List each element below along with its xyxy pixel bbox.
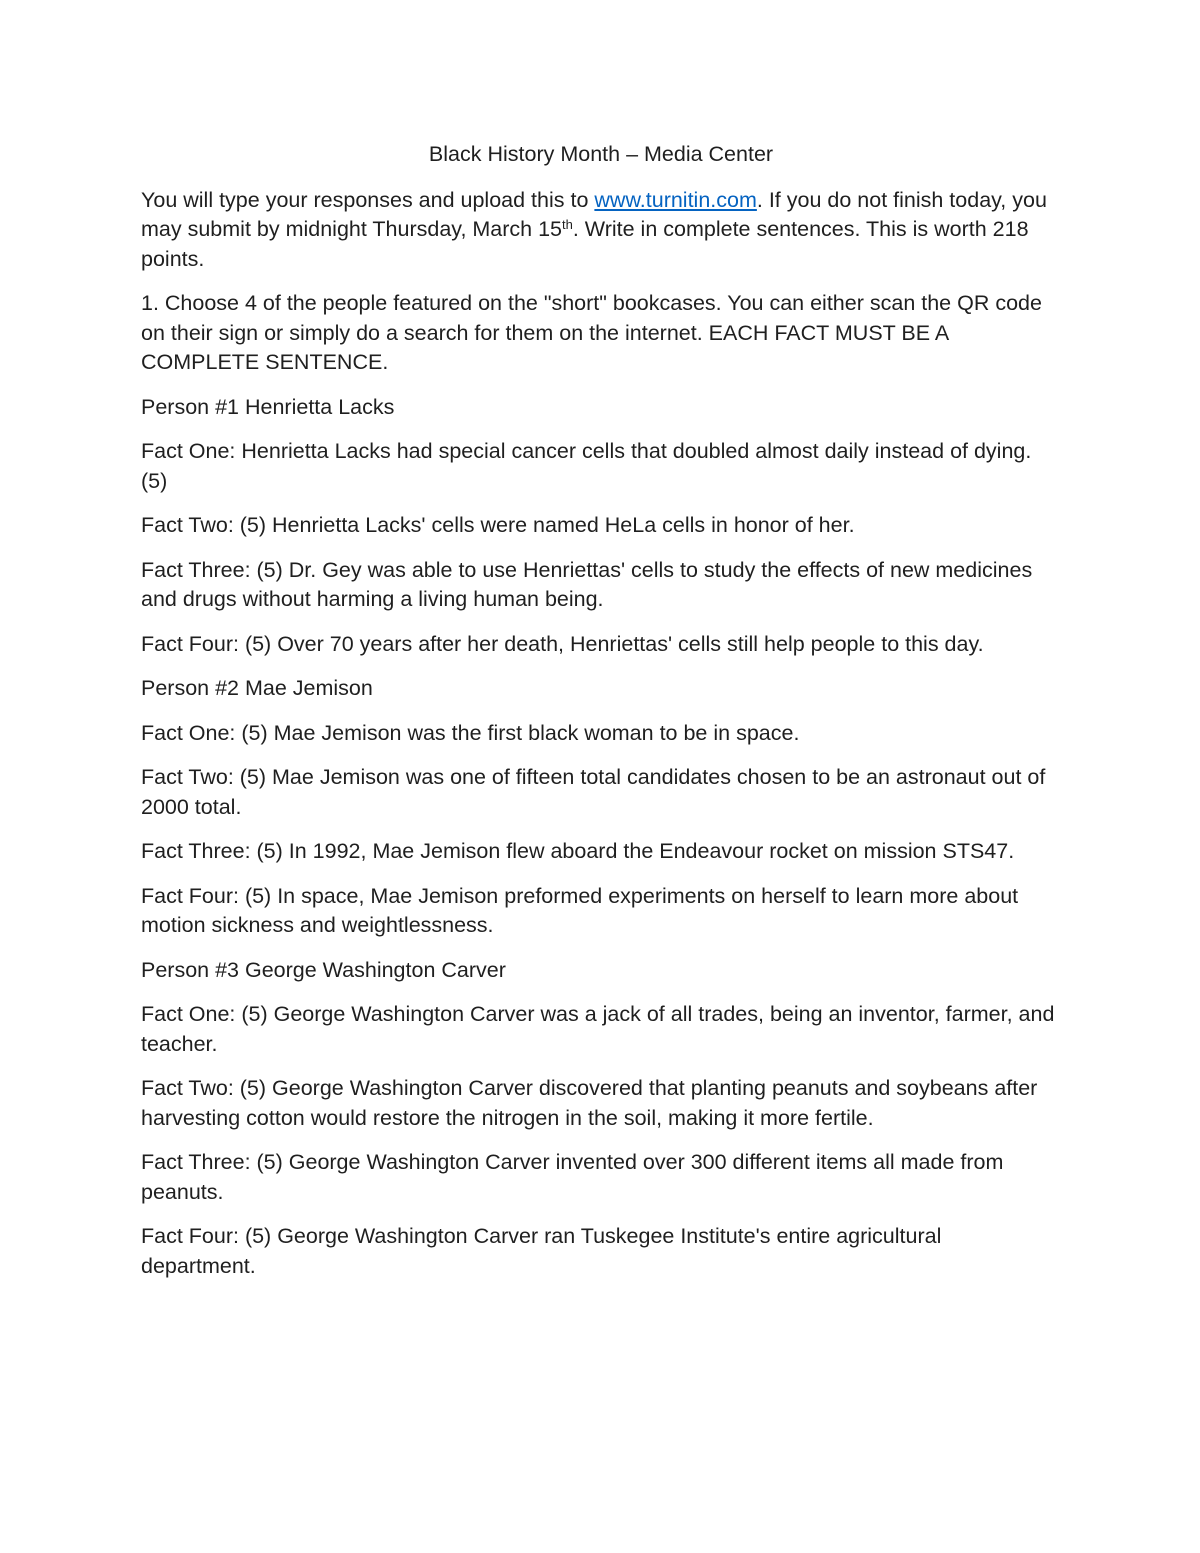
- fact-item: Fact Two: (5) Mae Jemison was one of fifteen total candidates chosen to be an astronaut out of 2000 total.: [141, 765, 1046, 819]
- fact-item: Fact Two: (5) George Washington Carver discovered that planting peanuts and soybeans after harvesting cotton would restore the nitrogen in the soil, making it more fertile.: [141, 1076, 1038, 1130]
- turnitin-link[interactable]: www.turnitin.com: [594, 187, 757, 212]
- document-page: [141, 140, 1061, 1296]
- date-superscript: th: [562, 217, 573, 232]
- fact-item: Fact One: (5) George Washington Carver was a jack of all trades, being an inventor, farmer, and teacher.: [141, 1002, 1055, 1056]
- fact-item: Fact Three: (5) In 1992, Mae Jemison flew aboard the Endeavour rocket on mission STS47.: [141, 839, 1015, 863]
- intro-text-before-link: You will type your responses and upload this to: [141, 187, 595, 212]
- fact-item: Fact Three: (5) Dr. Gey was able to use Henriettas' cells to study the effects of new medicines and drugs without harming a living human being.: [141, 557, 1033, 611]
- instruction-paragraph: 1. Choose 4 of the people featured on the "short" bookcases. You can either scan the QR code on their sign or simply do a search for them on the internet. EACH FACT MUST BE A COMPLETE SENTENCE.: [141, 291, 1042, 374]
- fact-item: Fact Four: (5) In space, Mae Jemison preformed experiments on herself to learn more about motion sickness and weightlessness.: [141, 883, 1019, 937]
- fact-item: Fact One: Henrietta Lacks had special cancer cells that doubled almost daily instead of dying. (5): [141, 439, 1032, 493]
- document-title: Black History Month – Media Center: [428, 142, 774, 166]
- fact-item: Fact Three: (5) George Washington Carver invented over 300 different items all made from peanuts.: [141, 1150, 1004, 1204]
- intro-text-after-link: . If you do not finish today, you may submit by midnight Thursday, March 15: [141, 187, 1047, 241]
- fact-item: Fact Four: (5) Over 70 years after her death, Henriettas' cells still help people to this day.: [141, 631, 984, 656]
- fact-item: Fact Two: (5) Henrietta Lacks' cells were named HeLa cells in honor of her.: [141, 513, 855, 537]
- person-heading: Person #2 Mae Jemison: [141, 676, 373, 700]
- intro-text-after-superscript: . Write in complete sentences. This is worth 218 points.: [141, 217, 1029, 271]
- intro-paragraph: [141, 186, 1061, 275]
- fact-item: Fact Four: (5) George Washington Carver ran Tuskegee Institute's entire agricultural department.: [141, 1224, 942, 1278]
- person-heading: Person #1 Henrietta Lacks: [141, 394, 395, 419]
- fact-item: Fact One: (5) Mae Jemison was the first black woman to be in space.: [141, 720, 800, 745]
- person-heading: Person #3 George Washington Carver: [141, 957, 506, 982]
